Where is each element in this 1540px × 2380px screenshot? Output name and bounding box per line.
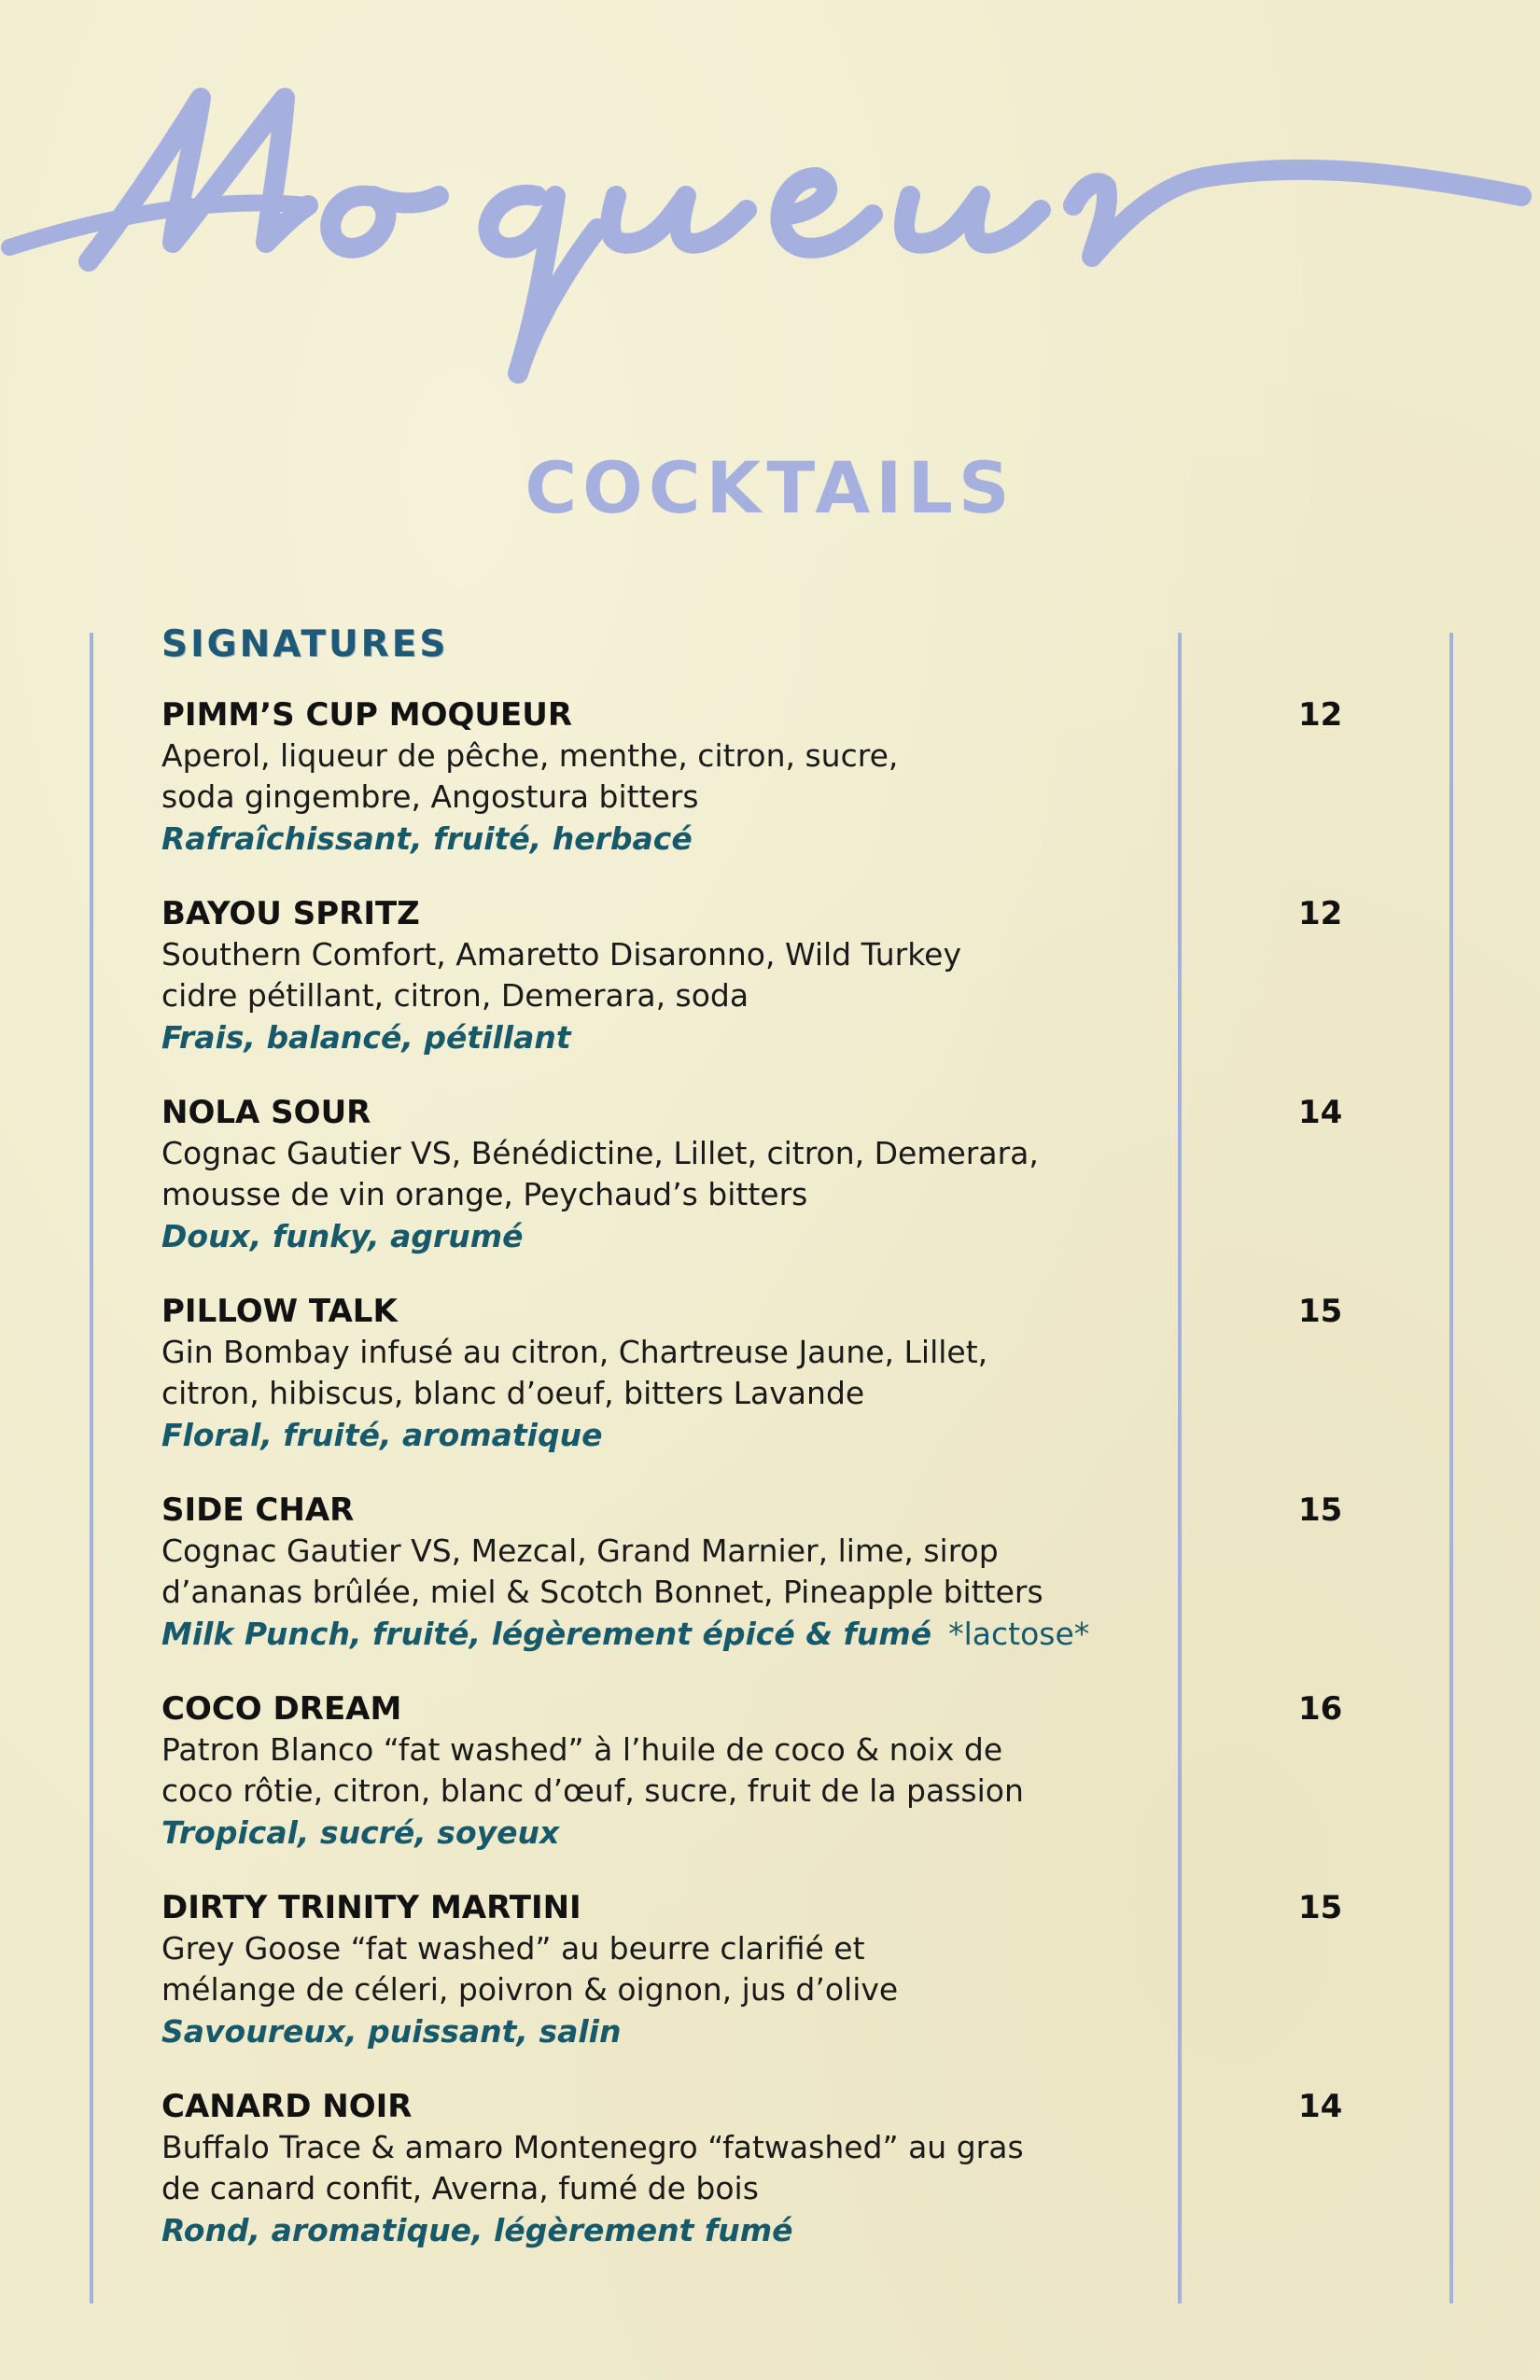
item-tasting-notes	[161, 1215, 1365, 1258]
menu-item	[161, 1092, 1365, 1258]
item-price: 12	[1298, 696, 1343, 734]
item-ingredients-line: Aperol, liqueur de pêche, menthe, citron, sucre,	[161, 737, 899, 774]
item-name: NOLA SOUR	[161, 1094, 371, 1131]
item-price: 15	[1298, 1293, 1343, 1330]
item-tasting-notes	[161, 2209, 1365, 2252]
item-tasting-notes	[161, 2010, 1365, 2053]
item-ingredients-line: Southern Comfort, Amaretto Disaronno, Wild Turkey	[161, 936, 962, 973]
item-name: BAYOU SPRITZ	[161, 895, 420, 932]
item-ingredients-line: citron, hibiscus, blanc d’oeuf, bitters Lavande	[161, 1375, 865, 1411]
item-ingredients-line: Buffalo Trace & amaro Montenegro “fatwashed” au gras	[161, 2129, 1024, 2165]
item-tasting-text: Rond, aromatique, légèrement fumé	[161, 2212, 793, 2248]
item-ingredients-line: cidre pétillant, citron, Demerara, soda	[161, 977, 749, 1014]
item-tasting-text: Savoureux, puissant, salin	[161, 2013, 622, 2050]
menu-item	[161, 1887, 1365, 2053]
item-tasting-text: Doux, funky, agrumé	[161, 1218, 524, 1254]
item-price: 14	[1298, 1094, 1343, 1131]
menu-item	[161, 1291, 1365, 1457]
moqueur-script-logo	[0, 56, 1540, 392]
item-tasting-text: Milk Punch, fruité, légèrement épicé & fumé	[161, 1616, 932, 1652]
item-ingredients-line: mousse de vin orange, Peychaud’s bitters	[161, 1176, 808, 1212]
item-ingredients-line: d’ananas brûlée, miel & Scotch Bonnet, Pineapple bitters	[161, 1574, 1043, 1610]
item-tasting-text: Rafraîchissant, fruité, herbacé	[161, 820, 693, 857]
item-tasting-notes	[161, 1812, 1365, 1855]
item-ingredients-line: Gin Bombay infusé au citron, Chartreuse Jaune, Lillet,	[161, 1334, 988, 1370]
item-name: SIDE CHAR	[161, 1491, 355, 1529]
menu-item	[161, 893, 1365, 1059]
item-name: COCO DREAM	[161, 1690, 402, 1728]
lactose-note: *lactose*	[948, 1616, 1090, 1652]
item-tasting-notes	[161, 1414, 1365, 1457]
item-ingredients-line: soda gingembre, Angostura bitters	[161, 778, 699, 815]
item-tasting-text: Frais, balancé, pétillant	[161, 1019, 571, 1056]
item-price: 15	[1298, 1491, 1343, 1529]
item-tasting-text: Tropical, sucré, soyeux	[161, 1814, 560, 1851]
menu-item	[161, 694, 1365, 861]
cocktail-list	[161, 694, 1365, 2285]
item-tasting-text: Floral, fruité, aromatique	[161, 1417, 603, 1453]
item-name: PIMM’S CUP MOQUEUR	[161, 696, 573, 734]
item-ingredients-line: mélange de céleri, poivron & oignon, jus d’olive	[161, 1971, 899, 2008]
item-price: 14	[1298, 2088, 1343, 2125]
left-divider	[90, 633, 93, 2303]
subsection-title: SIGNATURES	[161, 623, 449, 665]
menu-item	[161, 2086, 1365, 2252]
menu-item	[161, 1688, 1365, 1855]
item-ingredients-line: Grey Goose “fat washed” au beurre clarifié et	[161, 1930, 865, 1967]
item-price: 15	[1298, 1889, 1343, 1926]
right-divider	[1449, 633, 1453, 2303]
item-ingredients-line: coco rôtie, citron, blanc d’œuf, sucre, fruit de la passion	[161, 1772, 1024, 1809]
item-tasting-notes	[161, 818, 1365, 861]
menu-item	[161, 1490, 1365, 1656]
item-ingredients-line: Patron Blanco “fat washed” à l’huile de coco & noix de	[161, 1731, 1003, 1768]
item-tasting-notes	[161, 1613, 1365, 1656]
section-title: COCKTAILS	[525, 446, 1015, 529]
item-name: DIRTY TRINITY MARTINI	[161, 1889, 581, 1926]
item-price: 12	[1298, 895, 1343, 932]
item-name: CANARD NOIR	[161, 2088, 413, 2125]
item-price: 16	[1298, 1690, 1343, 1728]
item-ingredients-line: Cognac Gautier VS, Mezcal, Grand Marnier, lime, sirop	[161, 1533, 999, 1569]
item-ingredients-line: Cognac Gautier VS, Bénédictine, Lillet, citron, Demerara,	[161, 1135, 1039, 1171]
item-ingredients-line: de canard confit, Averna, fumé de bois	[161, 2170, 759, 2206]
item-tasting-notes	[161, 1016, 1365, 1059]
item-name: PILLOW TALK	[161, 1293, 398, 1330]
